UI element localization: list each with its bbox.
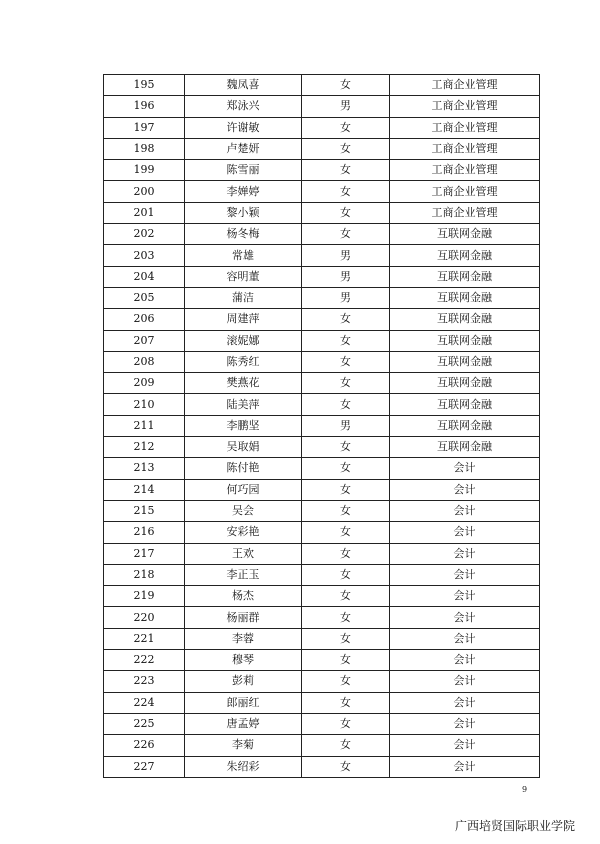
student-name-cell: 唐孟婷 xyxy=(185,713,302,734)
roster-table-body xyxy=(104,75,540,778)
table-row xyxy=(104,735,540,756)
table-row xyxy=(104,671,540,692)
gender-cell: 女 xyxy=(302,522,390,543)
table-row xyxy=(104,713,540,734)
row-number-cell: 212 xyxy=(104,437,185,458)
major-cell: 互联网金融 xyxy=(390,266,540,287)
student-name-cell: 李鹏坚 xyxy=(185,415,302,436)
student-name-cell: 彭莉 xyxy=(185,671,302,692)
major-cell: 会计 xyxy=(390,586,540,607)
row-number-cell: 225 xyxy=(104,713,185,734)
table-row xyxy=(104,458,540,479)
major-cell: 工商企业管理 xyxy=(390,160,540,181)
major-cell: 工商企业管理 xyxy=(390,75,540,96)
major-cell: 会计 xyxy=(390,650,540,671)
table-row xyxy=(104,138,540,159)
student-name-cell: 吴取娟 xyxy=(185,437,302,458)
table-row xyxy=(104,309,540,330)
student-roster-table xyxy=(103,74,540,778)
row-number-cell: 214 xyxy=(104,479,185,500)
row-number-cell: 203 xyxy=(104,245,185,266)
row-number-cell: 197 xyxy=(104,117,185,138)
row-number-cell: 211 xyxy=(104,415,185,436)
row-number-cell: 219 xyxy=(104,586,185,607)
row-number-cell: 210 xyxy=(104,394,185,415)
gender-cell: 女 xyxy=(302,309,390,330)
major-cell: 会计 xyxy=(390,543,540,564)
student-name-cell: 李婵婷 xyxy=(185,181,302,202)
gender-cell: 女 xyxy=(302,692,390,713)
gender-cell: 女 xyxy=(302,330,390,351)
table-row xyxy=(104,479,540,500)
table-row xyxy=(104,564,540,585)
gender-cell: 女 xyxy=(302,650,390,671)
row-number-cell: 221 xyxy=(104,628,185,649)
student-name-cell: 安彩艳 xyxy=(185,522,302,543)
gender-cell: 男 xyxy=(302,287,390,308)
row-number-cell: 226 xyxy=(104,735,185,756)
row-number-cell: 213 xyxy=(104,458,185,479)
major-cell: 会计 xyxy=(390,500,540,521)
table-row xyxy=(104,692,540,713)
table-row xyxy=(104,96,540,117)
major-cell: 互联网金融 xyxy=(390,394,540,415)
table-row xyxy=(104,628,540,649)
major-cell: 会计 xyxy=(390,692,540,713)
row-number-cell: 199 xyxy=(104,160,185,181)
gender-cell: 女 xyxy=(302,735,390,756)
table-row xyxy=(104,202,540,223)
gender-cell: 女 xyxy=(302,458,390,479)
gender-cell: 女 xyxy=(302,351,390,372)
major-cell: 工商企业管理 xyxy=(390,117,540,138)
student-name-cell: 郎丽红 xyxy=(185,692,302,713)
major-cell: 工商企业管理 xyxy=(390,138,540,159)
student-name-cell: 吴会 xyxy=(185,500,302,521)
student-name-cell: 卢楚妍 xyxy=(185,138,302,159)
table-row xyxy=(104,266,540,287)
gender-cell: 女 xyxy=(302,138,390,159)
student-name-cell: 陈雪丽 xyxy=(185,160,302,181)
table-row xyxy=(104,160,540,181)
row-number-cell: 220 xyxy=(104,607,185,628)
table-row xyxy=(104,756,540,777)
gender-cell: 男 xyxy=(302,266,390,287)
table-row xyxy=(104,394,540,415)
student-name-cell: 杨杰 xyxy=(185,586,302,607)
gender-cell: 女 xyxy=(302,373,390,394)
student-name-cell: 陈秀红 xyxy=(185,351,302,372)
table-row xyxy=(104,650,540,671)
student-name-cell: 黎小颖 xyxy=(185,202,302,223)
major-cell: 工商企业管理 xyxy=(390,202,540,223)
page-number: 9 xyxy=(522,785,528,794)
row-number-cell: 215 xyxy=(104,500,185,521)
row-number-cell: 198 xyxy=(104,138,185,159)
gender-cell: 女 xyxy=(302,564,390,585)
gender-cell: 女 xyxy=(302,500,390,521)
gender-cell: 女 xyxy=(302,607,390,628)
gender-cell: 女 xyxy=(302,543,390,564)
row-number-cell: 222 xyxy=(104,650,185,671)
table-row xyxy=(104,586,540,607)
gender-cell: 男 xyxy=(302,96,390,117)
major-cell: 会计 xyxy=(390,479,540,500)
row-number-cell: 216 xyxy=(104,522,185,543)
major-cell: 工商企业管理 xyxy=(390,96,540,117)
student-name-cell: 周建萍 xyxy=(185,309,302,330)
table-row xyxy=(104,245,540,266)
row-number-cell: 204 xyxy=(104,266,185,287)
gender-cell: 女 xyxy=(302,671,390,692)
gender-cell: 女 xyxy=(302,756,390,777)
row-number-cell: 224 xyxy=(104,692,185,713)
student-name-cell: 樊燕花 xyxy=(185,373,302,394)
table-row xyxy=(104,373,540,394)
major-cell: 互联网金融 xyxy=(390,224,540,245)
student-name-cell: 容明董 xyxy=(185,266,302,287)
student-name-cell: 常雄 xyxy=(185,245,302,266)
row-number-cell: 206 xyxy=(104,309,185,330)
table-row xyxy=(104,181,540,202)
table-row xyxy=(104,224,540,245)
major-cell: 会计 xyxy=(390,735,540,756)
table-row xyxy=(104,522,540,543)
gender-cell: 男 xyxy=(302,245,390,266)
gender-cell: 女 xyxy=(302,628,390,649)
student-name-cell: 陆美萍 xyxy=(185,394,302,415)
major-cell: 会计 xyxy=(390,756,540,777)
major-cell: 会计 xyxy=(390,671,540,692)
student-name-cell: 魏凤喜 xyxy=(185,75,302,96)
major-cell: 会计 xyxy=(390,607,540,628)
student-name-cell: 李蓉 xyxy=(185,628,302,649)
major-cell: 互联网金融 xyxy=(390,330,540,351)
student-name-cell: 何巧园 xyxy=(185,479,302,500)
school-name-footer: 广西培贤国际职业学院 xyxy=(455,819,576,833)
major-cell: 会计 xyxy=(390,458,540,479)
student-name-cell: 蒲洁 xyxy=(185,287,302,308)
row-number-cell: 208 xyxy=(104,351,185,372)
gender-cell: 女 xyxy=(302,181,390,202)
major-cell: 互联网金融 xyxy=(390,415,540,436)
row-number-cell: 205 xyxy=(104,287,185,308)
row-number-cell: 202 xyxy=(104,224,185,245)
student-name-cell: 王欢 xyxy=(185,543,302,564)
gender-cell: 女 xyxy=(302,394,390,415)
gender-cell: 女 xyxy=(302,117,390,138)
table-row xyxy=(104,75,540,96)
table-row xyxy=(104,500,540,521)
row-number-cell: 217 xyxy=(104,543,185,564)
student-name-cell: 郑泳兴 xyxy=(185,96,302,117)
major-cell: 会计 xyxy=(390,628,540,649)
student-name-cell: 朱绍彩 xyxy=(185,756,302,777)
gender-cell: 女 xyxy=(302,437,390,458)
student-name-cell: 许谢敏 xyxy=(185,117,302,138)
student-name-cell: 滚妮娜 xyxy=(185,330,302,351)
row-number-cell: 227 xyxy=(104,756,185,777)
major-cell: 互联网金融 xyxy=(390,437,540,458)
row-number-cell: 218 xyxy=(104,564,185,585)
major-cell: 工商企业管理 xyxy=(390,181,540,202)
table-row xyxy=(104,351,540,372)
gender-cell: 女 xyxy=(302,224,390,245)
student-name-cell: 李正玉 xyxy=(185,564,302,585)
row-number-cell: 223 xyxy=(104,671,185,692)
row-number-cell: 201 xyxy=(104,202,185,223)
table-row xyxy=(104,330,540,351)
gender-cell: 女 xyxy=(302,75,390,96)
table-row xyxy=(104,437,540,458)
student-name-cell: 陈付艳 xyxy=(185,458,302,479)
gender-cell: 女 xyxy=(302,479,390,500)
major-cell: 互联网金融 xyxy=(390,287,540,308)
major-cell: 互联网金融 xyxy=(390,351,540,372)
row-number-cell: 195 xyxy=(104,75,185,96)
major-cell: 会计 xyxy=(390,713,540,734)
gender-cell: 女 xyxy=(302,713,390,734)
gender-cell: 女 xyxy=(302,160,390,181)
student-name-cell: 穆琴 xyxy=(185,650,302,671)
student-name-cell: 杨丽群 xyxy=(185,607,302,628)
row-number-cell: 200 xyxy=(104,181,185,202)
major-cell: 会计 xyxy=(390,564,540,585)
table-row xyxy=(104,607,540,628)
gender-cell: 女 xyxy=(302,586,390,607)
gender-cell: 男 xyxy=(302,415,390,436)
major-cell: 互联网金融 xyxy=(390,373,540,394)
major-cell: 互联网金融 xyxy=(390,309,540,330)
table-row xyxy=(104,117,540,138)
student-name-cell: 李菊 xyxy=(185,735,302,756)
student-name-cell: 杨冬梅 xyxy=(185,224,302,245)
table-row xyxy=(104,543,540,564)
major-cell: 会计 xyxy=(390,522,540,543)
gender-cell: 女 xyxy=(302,202,390,223)
row-number-cell: 196 xyxy=(104,96,185,117)
row-number-cell: 209 xyxy=(104,373,185,394)
row-number-cell: 207 xyxy=(104,330,185,351)
major-cell: 互联网金融 xyxy=(390,245,540,266)
table-row xyxy=(104,415,540,436)
table-row xyxy=(104,287,540,308)
